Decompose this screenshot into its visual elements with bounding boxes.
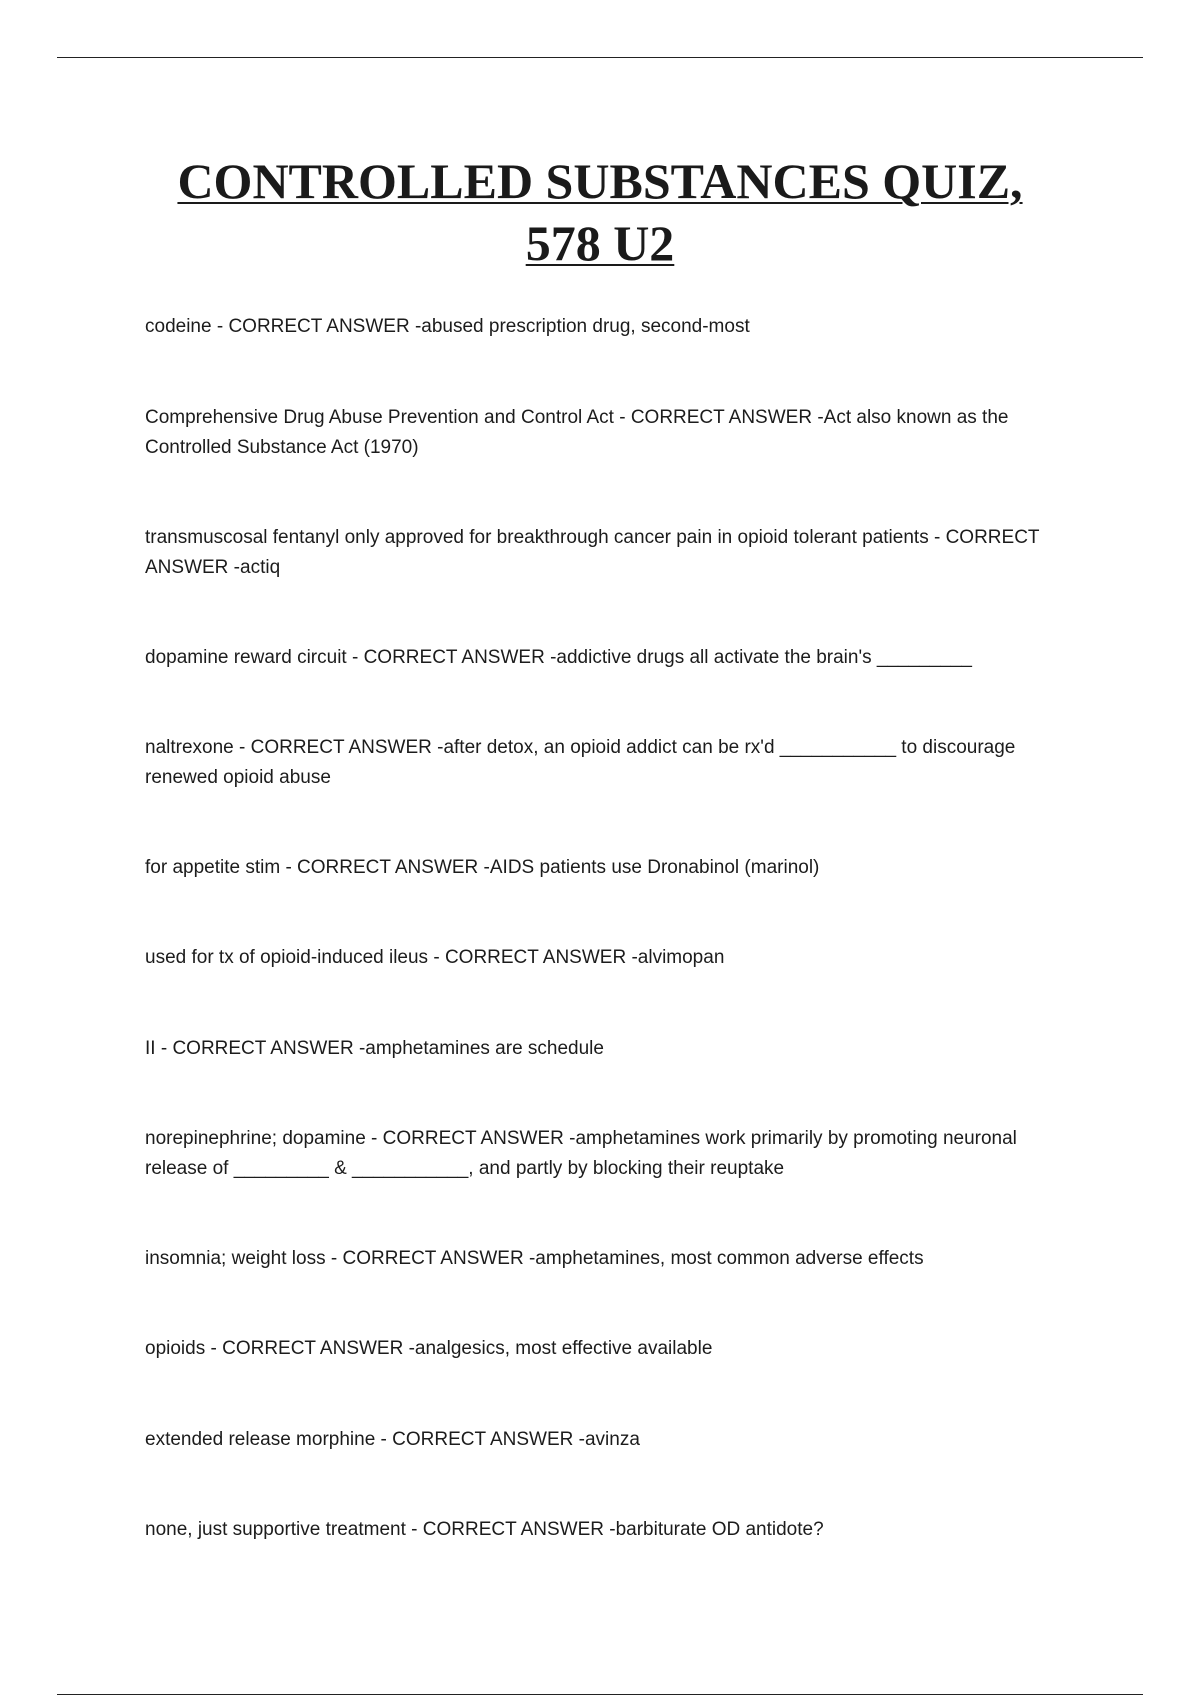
qa-item: transmuscosal fentanyl only approved for breakthrough cancer pain in opioid tolerant patients - CORRECT ANSWER -actiq [145, 527, 1040, 578]
page-title [0, 150, 1200, 274]
qa-item: II - CORRECT ANSWER -amphetamines are schedule [145, 1038, 604, 1059]
top-rule [57, 57, 1143, 58]
qa-item: dopamine reward circuit - CORRECT ANSWER -addictive drugs all activate the brain's _________ [145, 647, 972, 668]
qa-item: norepinephrine; dopamine - CORRECT ANSWER -amphetamines work primarily by promoting neuronal release of _________ & ___________, and partly by blocking their reuptake [145, 1128, 1017, 1179]
qa-item: for appetite stim - CORRECT ANSWER -AIDS patients use Dronabinol (marinol) [145, 857, 820, 878]
qa-item: extended release morphine - CORRECT ANSWER -avinza [145, 1429, 640, 1450]
qa-item: codeine - CORRECT ANSWER -abused prescription drug, second-most [145, 316, 750, 337]
qa-item: insomnia; weight loss - CORRECT ANSWER -amphetamines, most common adverse effects [145, 1248, 924, 1269]
title-line-2: 578 U2 [525, 215, 675, 271]
qa-item: opioids - CORRECT ANSWER -analgesics, most effective available [145, 1338, 713, 1359]
bottom-rule [57, 1694, 1143, 1695]
qa-item: used for tx of opioid-induced ileus - CORRECT ANSWER -alvimopan [145, 947, 725, 968]
qa-item: naltrexone - CORRECT ANSWER -after detox, an opioid addict can be rx'd ___________ to discourage renewed opioid abuse [145, 737, 1016, 788]
qa-item: Comprehensive Drug Abuse Prevention and Control Act - CORRECT ANSWER -Act also known as the Controlled Substance Act (1970) [145, 407, 1009, 458]
title-line-1: CONTROLLED SUBSTANCES QUIZ, [177, 153, 1023, 209]
qa-item: none, just supportive treatment - CORRECT ANSWER -barbiturate OD antidote? [145, 1519, 824, 1540]
